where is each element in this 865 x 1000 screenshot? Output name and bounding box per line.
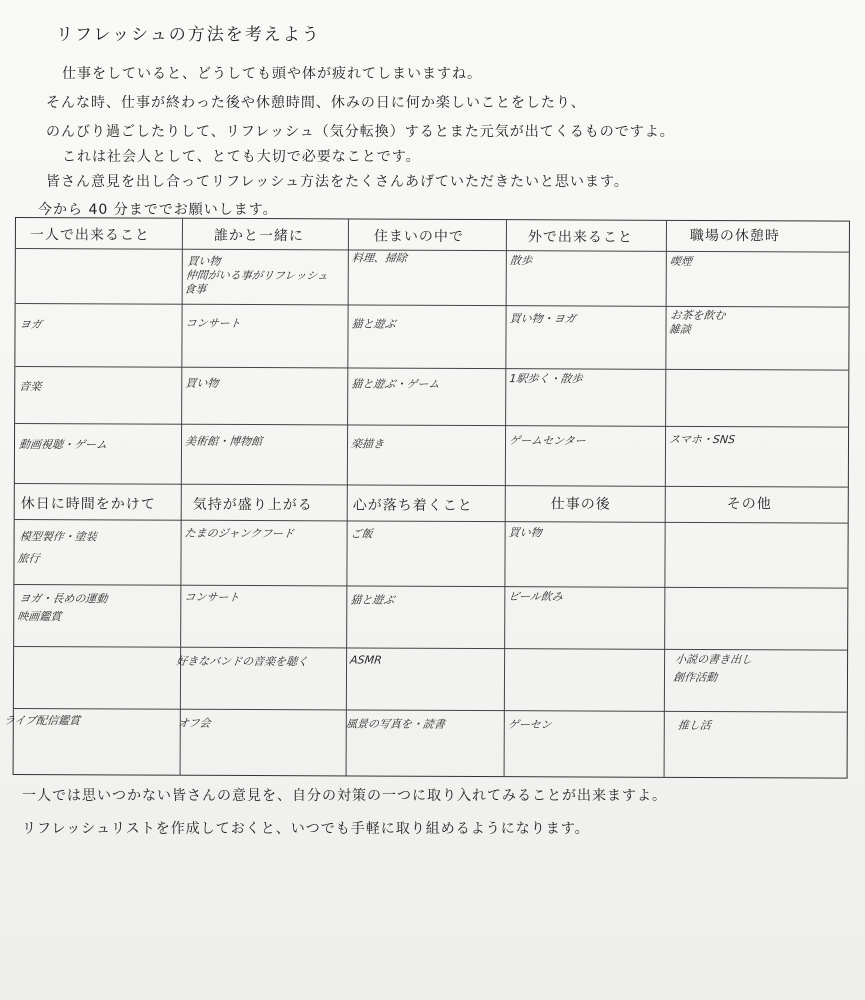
row-divider	[14, 708, 847, 713]
cell-t1-r3-c4: 1駅歩く・散歩	[508, 372, 584, 386]
intro-line-6: 今から 40 分まででお願いします。	[38, 202, 278, 218]
cell-t2-r1-c2: たまのジャンクフード	[183, 526, 295, 541]
row-divider	[16, 248, 849, 253]
row-divider	[15, 366, 848, 371]
footer-line-1: 一人では思いつかない皆さんの意見を、自分の対策の一つに取り入れてみることが出来ますよ。	[22, 788, 667, 804]
cell-t1-r1-c4: 散歩	[509, 254, 533, 268]
cell-t2-r3-c5: 小説の書き出し 創作活動	[672, 652, 753, 685]
cell-t1-r2-c1: ヨガ	[18, 318, 43, 332]
cell-t1-r2-c2: コンサート	[184, 316, 242, 330]
header-calming: 心が落ち着くこと	[352, 497, 473, 514]
cell-t1-r1-c2: 買い物 仲間がいる事がリフレッシュ 食事	[183, 254, 329, 296]
cell-t2-r2-c1: ヨガ・長めの運動 映画鑑賞	[16, 592, 109, 624]
worksheet-title: リフレッシュの方法を考えよう	[56, 25, 321, 45]
cell-t2-r2-c4: ビール飲み	[507, 590, 564, 604]
cell-t1-r1-c5: 喫煙	[669, 254, 693, 268]
cell-t1-r2-c5: お茶を飲む 雑談	[668, 308, 727, 336]
row-divider	[16, 303, 849, 308]
intro-line-5: 皆さん意見を出し合ってリフレッシュ方法をたくさんあげていただきたいと思います。	[46, 174, 629, 190]
cell-t2-r4-c1: ライブ配信鑑賞	[3, 713, 81, 728]
row-divider	[15, 483, 848, 488]
header-holiday: 休日に時間をかけて	[20, 496, 156, 513]
refresh-table	[3, 217, 850, 779]
column-divider	[664, 221, 667, 777]
cell-t1-r4-c2: 美術館・博物館	[184, 434, 263, 449]
cell-t2-r2-c3: 猫と遊ぶ	[349, 593, 396, 607]
cell-t2-r2-c2: コンサート	[183, 590, 241, 604]
cell-t2-r4-c5: 推し活	[677, 718, 712, 733]
header-outdoors: 外で出来ること	[527, 229, 633, 246]
cell-t1-r3-c2: 買い物	[184, 376, 220, 390]
cell-t1-r4-c3: 楽描き	[350, 437, 385, 451]
cell-t1-r3-c3: 猫と遊ぶ・ゲーム	[350, 377, 441, 391]
row-divider	[14, 584, 847, 589]
footer-line-2: リフレッシュリストを作成しておくと、いつでも手軽に取り組めるようになります。	[22, 821, 590, 837]
header-with-others: 誰かと一緒に	[213, 227, 304, 245]
header-after-work: 仕事の後	[550, 496, 611, 513]
cell-t1-r4-c5: スマホ・SNS	[668, 432, 736, 447]
row-divider	[15, 519, 848, 524]
row-divider	[15, 423, 848, 428]
cell-t2-r3-c3: ASMR	[349, 653, 383, 667]
header-workplace-break: 職場の休憩時	[689, 227, 780, 245]
cell-t1-r2-c3: 猫と遊ぶ	[350, 317, 397, 331]
cell-t2-r1-c3: ご飯	[349, 527, 374, 541]
cell-t1-r4-c1: 動画視聴・ゲーム	[18, 438, 108, 452]
header-alone: 一人で出来ること	[29, 227, 150, 244]
header-at-home: 住まいの中で	[373, 228, 464, 245]
header-uplifting: 気持が盛り上がる	[192, 496, 313, 514]
cell-t2-r4-c3: 風景の写真を・読書	[345, 717, 446, 731]
cell-t1-r2-c4: 買い物・ヨガ	[508, 312, 577, 326]
cell-t2-r1-c4: 買い物	[507, 526, 543, 540]
cell-t2-r4-c2: オフ会	[177, 716, 212, 730]
column-divider	[504, 220, 507, 776]
intro-line-1: 仕事をしていると、どうしても頭や体が疲れてしまいますね。	[62, 66, 482, 82]
intro-line-4: これは社会人として、とても大切で必要なことです。	[62, 149, 421, 165]
column-divider	[346, 219, 349, 775]
cell-t1-r3-c1: 音楽	[18, 380, 43, 394]
intro-line-2: そんな時、仕事が終わった後や休憩時間、休みの日に何か楽しいことをしたり、	[46, 95, 586, 111]
cell-t2-r3-c2: 好きなバンドの音楽を聴く	[175, 654, 309, 669]
column-divider	[180, 219, 183, 775]
header-other: その他	[726, 496, 772, 513]
cell-t2-r4-c4: ゲーセン	[507, 718, 553, 732]
intro-line-3: のんびり過ごしたりして、リフレッシュ（気分転換）するとまた元気が出てくるものですよ。	[46, 124, 675, 140]
cell-t2-r1-c1: 模型製作・塗装 旅行	[16, 530, 98, 566]
cell-t1-r4-c4: ゲームセンター	[508, 434, 587, 448]
row-divider	[14, 646, 847, 651]
cell-t1-r1-c3: 料理、掃除	[351, 251, 408, 265]
